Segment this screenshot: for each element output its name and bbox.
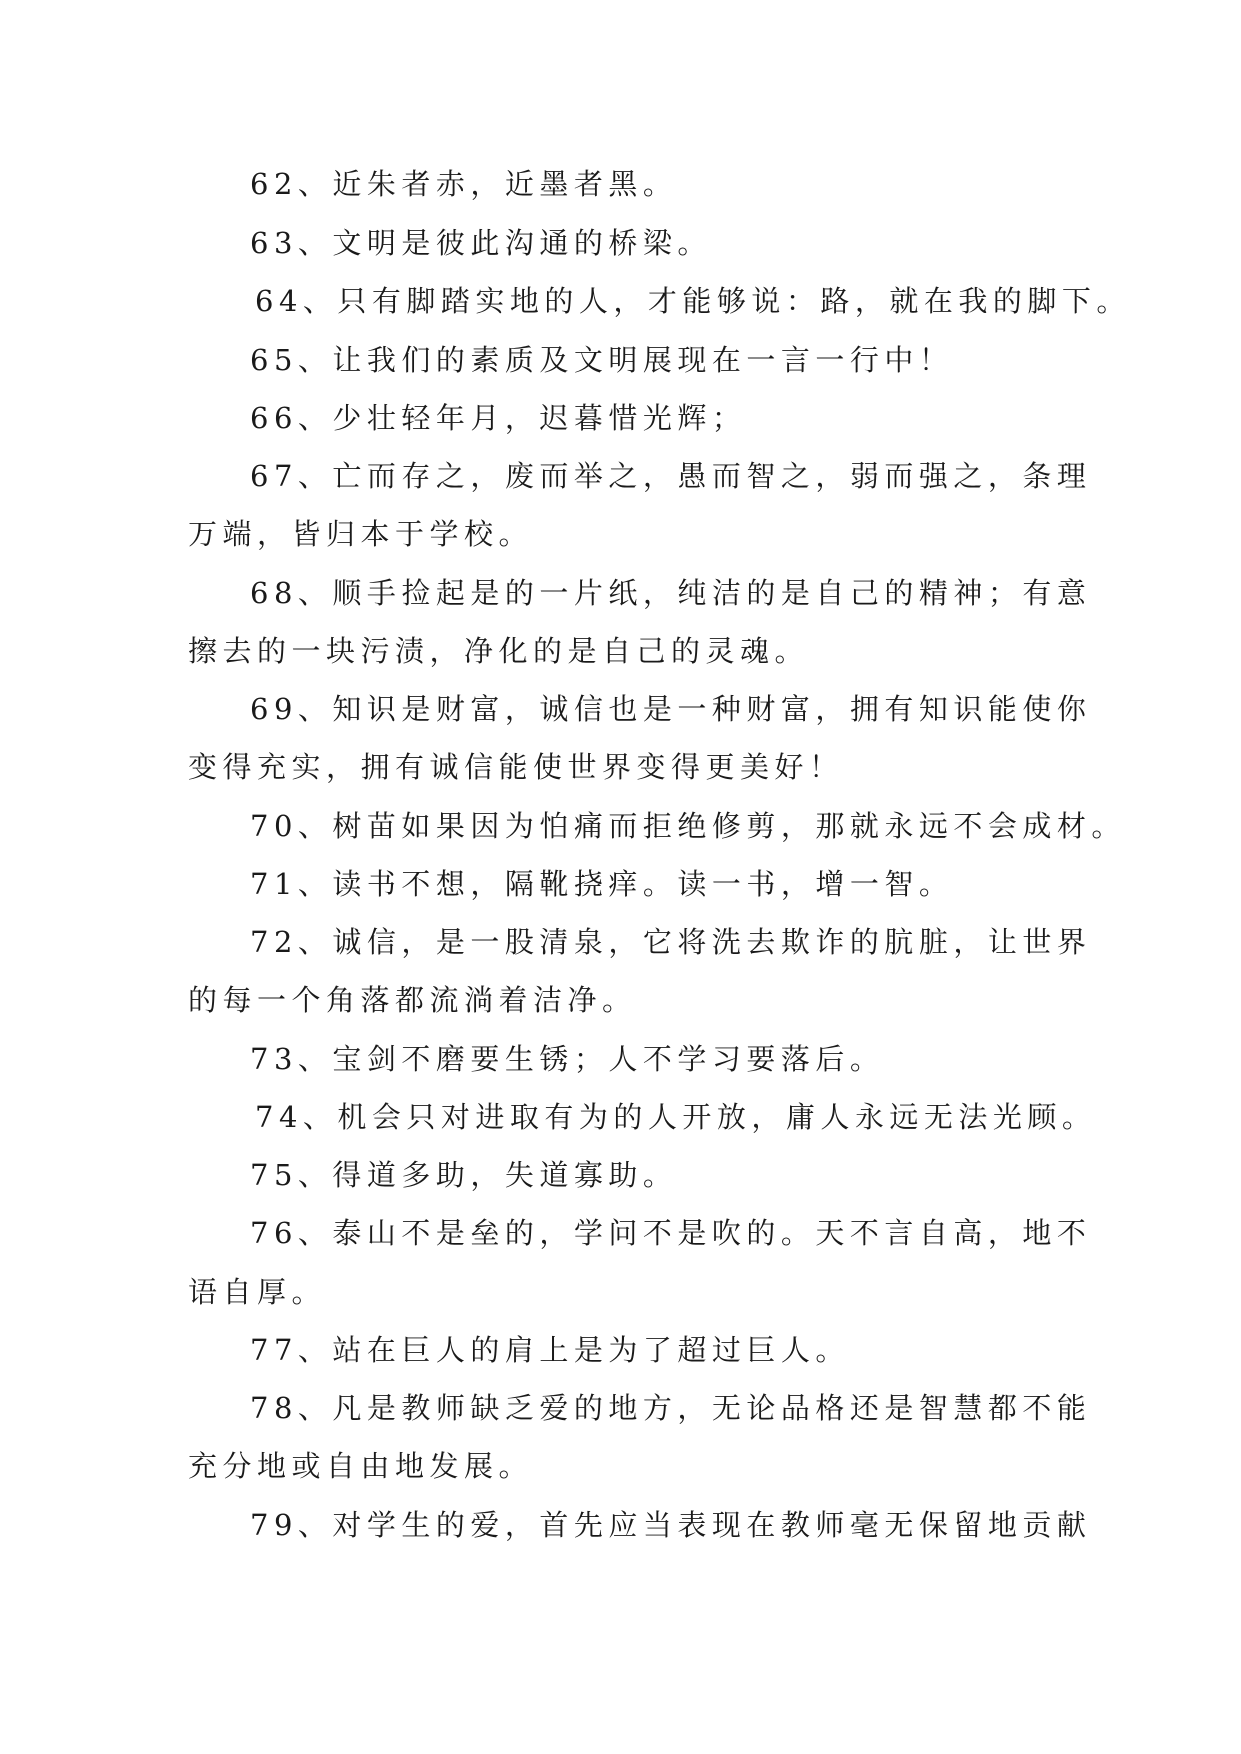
quote-67: 67、亡而存之，废而举之，愚而智之，弱而强之，条理 <box>250 459 1092 493</box>
quote-63: 63、文明是彼此沟通的桥梁。 <box>250 226 712 260</box>
quote-78: 78、凡是教师缺乏爱的地方，无论品格还是智慧都不能 <box>250 1391 1092 1425</box>
quote-62: 62、近朱者赤，近墨者黑。 <box>250 167 678 201</box>
quote-70: 70、树苗如果因为怕痛而拒绝修剪，那就永远不会成材。 <box>250 809 1126 843</box>
quote-64: 64、只有脚踏实地的人，才能够说：路，就在我的脚下。 <box>255 284 1131 318</box>
quote-72: 72、诚信，是一股清泉，它将洗去欺诈的肮脏，让世界 <box>250 925 1092 959</box>
quote-67-continued: 万端，皆归本于学校。 <box>188 517 534 551</box>
quote-74: 74、机会只对进取有为的人开放，庸人永远无法光顾。 <box>255 1100 1097 1134</box>
quote-79: 79、对学生的爱，首先应当表现在教师毫无保留地贡献 <box>250 1508 1092 1542</box>
quote-69: 69、知识是财富，诚信也是一种财富，拥有知识能使你 <box>250 692 1092 726</box>
quote-78-continued: 充分地或自由地发展。 <box>188 1449 534 1483</box>
quote-73: 73、宝剑不磨要生锈；人不学习要落后。 <box>250 1042 885 1076</box>
quote-66: 66、少壮轻年月，迟暮惜光辉； <box>250 401 747 435</box>
quote-71: 71、读书不想，隔靴挠痒。读一书，增一智。 <box>250 867 954 901</box>
quote-69-continued: 变得充实，拥有诚信能使世界变得更美好！ <box>188 750 844 784</box>
quote-68-continued: 擦去的一块污渍，净化的是自己的灵魂。 <box>188 634 810 668</box>
quote-76-continued: 语自厚。 <box>188 1275 327 1309</box>
quote-65: 65、让我们的素质及文明展现在一言一行中！ <box>250 343 954 377</box>
quote-75: 75、得道多助，失道寡助。 <box>250 1158 678 1192</box>
quote-72-continued: 的每一个角落都流淌着洁净。 <box>188 983 637 1017</box>
quote-76: 76、泰山不是垒的，学问不是吹的。天不言自高，地不 <box>250 1216 1092 1250</box>
quote-68: 68、顺手捡起是的一片纸，纯洁的是自己的精神；有意 <box>250 576 1092 610</box>
quote-77: 77、站在巨人的肩上是为了超过巨人。 <box>250 1333 850 1367</box>
